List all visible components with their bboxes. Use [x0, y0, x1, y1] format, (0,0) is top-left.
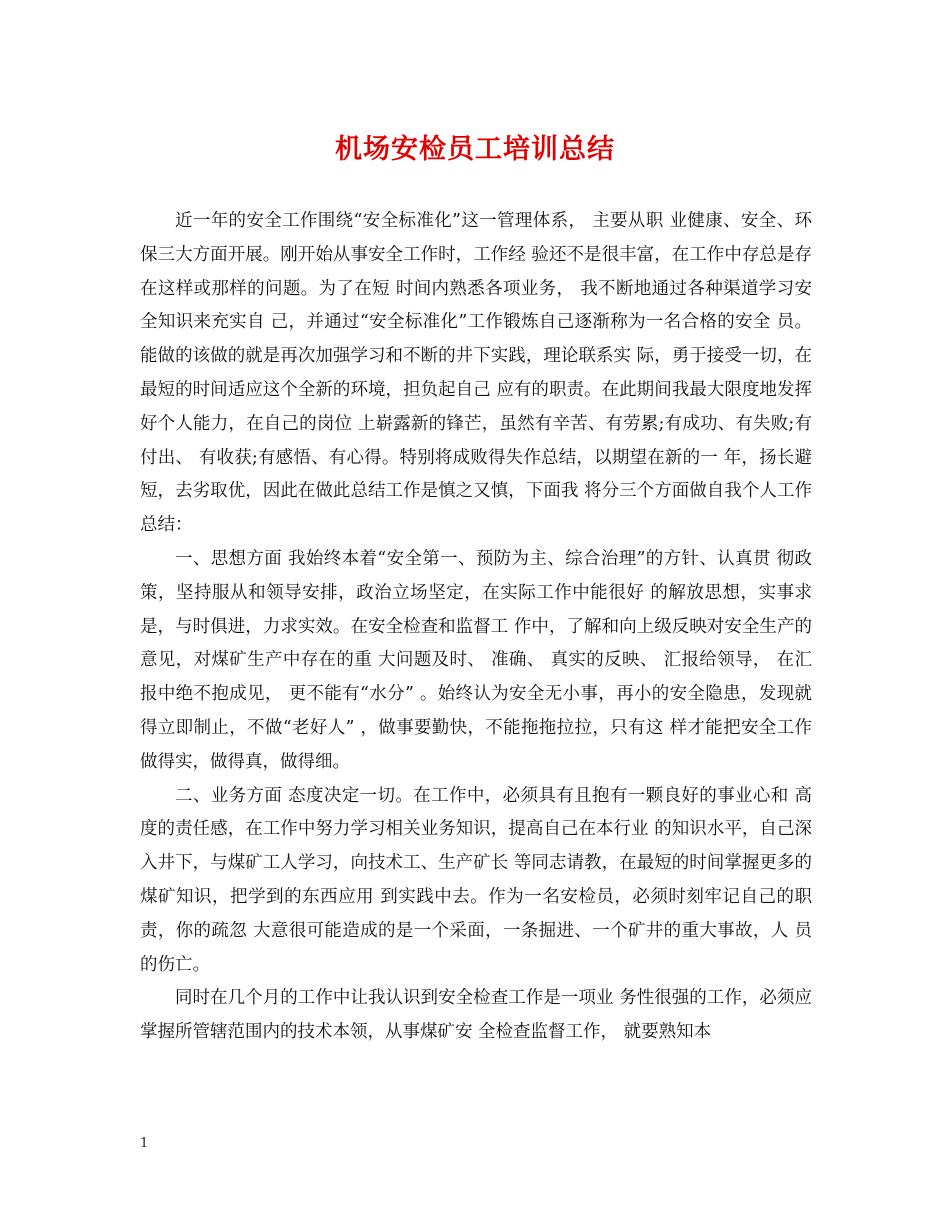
document-title: 机场安检员工培训总结: [335, 134, 615, 165]
paragraph-ideology: 一、思想方面 我始终本着“安全第一、预防为主、综合治理”的方针、认真贯 彻政策，坚持服从和领导安排，政治立场坚定，在实际工作中能很好 的解放思想，实事求是，与时俱进，力求实效。在安全检查和监督工 作中，了解和向上级反映对安全生产的意见，对煤矿生产中存在的重 大问题及时、 准确、 真实的反映、 汇报给领导， 在汇报中绝不抱成见， 更不能有“水分” 。始终认为安全无小事，再小的安全隐患，发现就 得立即制止，不做“老好人” ，做事要勤快，不能拖拖拉拉，只有这 样才能把安全工作做得实，做得真，做得细。: [140, 548, 812, 772]
document-body: [140, 205, 812, 1050]
paragraph-continuation: 同时在几个月的工作中让我认识到安全检查工作是一项业 务性很强的工作，必须应掌握所管辖范围内的技术本领，从事煤矿安 全检查监督工作， 就要熟知本: [140, 988, 812, 1043]
paragraph-intro: 近一年的安全工作围绕“安全标准化”这一管理体系， 主要从职 业健康、安全、环保三大方面开展。刚开始从事安全工作时，工作经 验还不是很丰富，在工作中存总是存在这样或那样的问题。为了在短 时间内熟悉各项业务， 我不断地通过各种渠道学习安全知识来充实自 己，并通过“安全标准化”工作锻炼自己逐渐称为一名合格的安全 员。能做的该做的就是再次加强学习和不断的井下实践，理论联系实 际，勇于接受一切，在最短的时间适应这个全新的环境，担负起自己 应有的职责。在此期间我最大限度地发挥好个人能力，在自己的岗位 上崭露新的锋芒，虽然有辛苦、有劳累;有成功、有失败;有付出、 有收获;有感悟、有心得。特别将成败得失作总结，以期望在新的一 年，扬长避短，去劣取优，因此在做此总结工作是慎之又慎，下面我 将分三个方面做自我个人工作总结：: [140, 211, 812, 536]
page-number: 1: [140, 1136, 149, 1151]
paragraph-business: 二、业务方面 态度决定一切。在工作中，必须具有且抱有一颗良好的事业心和 高度的责任感，在工作中努力学习相关业务知识，提高自己在本行业 的知识水平，自己深入井下，与煤矿工人学习，向技术工、生产矿长 等同志请教，在最短的时间掌握更多的煤矿知识，把学到的东西应用 到实践中去。作为一名安检员，必须时刻牢记自己的职责，你的疏忽 大意很可能造成的是一个采面，一条掘进、一个矿井的重大事故，人 员的伤亡。: [140, 785, 812, 975]
